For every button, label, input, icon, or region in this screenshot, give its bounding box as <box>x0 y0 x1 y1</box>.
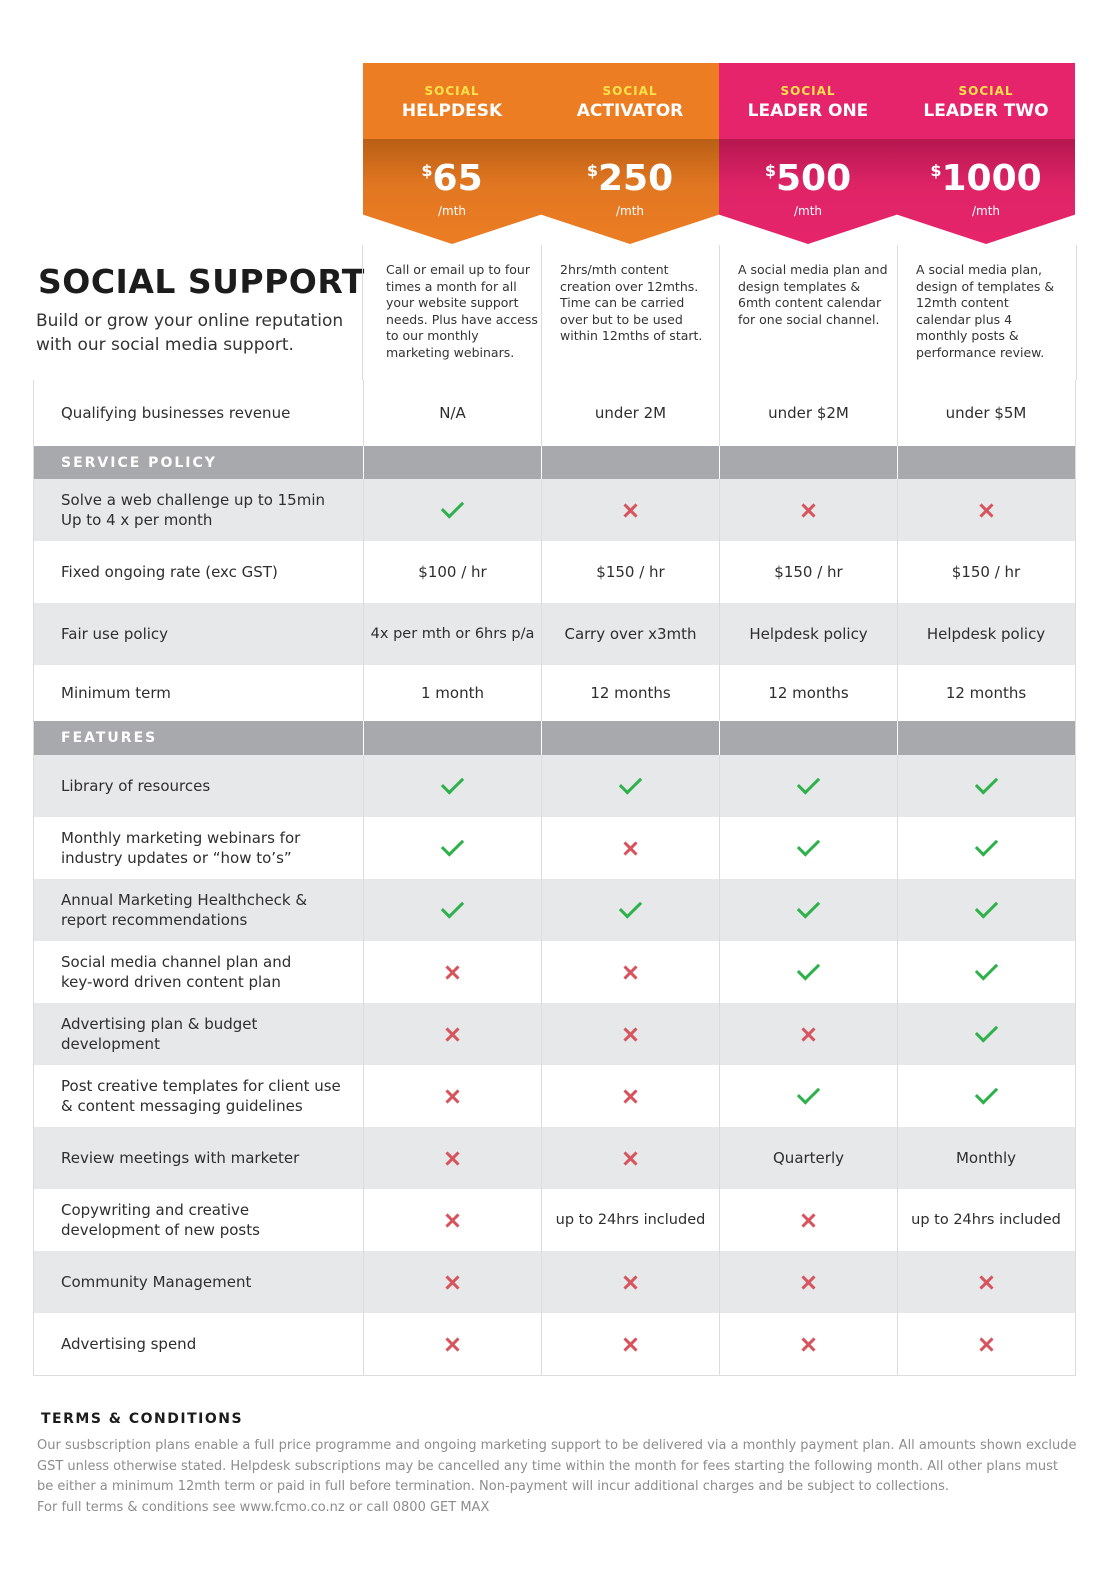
table-row <box>34 479 1075 541</box>
cross-icon <box>623 1089 638 1104</box>
cross-icon <box>979 1275 994 1290</box>
row-value: 1 month <box>421 684 484 702</box>
row-value-cell <box>897 1003 1074 1065</box>
row-value-cell <box>897 941 1074 1003</box>
row-value-cell <box>719 941 897 1003</box>
price-period: /mth <box>971 204 1001 218</box>
row-value-cell <box>719 380 897 446</box>
plan-title-block <box>541 63 719 139</box>
row-label: Community Management <box>61 1273 252 1291</box>
check-icon <box>441 833 464 856</box>
row-value-cell <box>363 1313 541 1375</box>
terms-body: Our susbscription plans enable a full price programme and ongoing marketing support to be delivered via a monthly payment plan. All amounts shown exclude GST unless otherwise stated. Helpdesk subscriptions may be cancelled any time within the month for fees starting the following month. All other plans must be either a minimum 12mth term or paid in full before termination. Non-payment will incur additional charges and be subject to collections. <box>37 1438 1077 1494</box>
row-value-cell <box>363 1003 541 1065</box>
row-value: N/A <box>439 404 466 422</box>
check-icon <box>441 895 464 918</box>
section-header <box>34 446 1075 479</box>
row-label: Qualifying businesses revenue <box>61 404 291 422</box>
cross-icon <box>801 1213 816 1228</box>
table-row <box>34 1003 1075 1065</box>
row-value-cell <box>541 1251 719 1313</box>
row-value: 12 months <box>590 684 671 702</box>
row-value-cell <box>897 879 1074 941</box>
page-subtitle: Build or grow your online reputation with our social media support. <box>36 311 344 355</box>
row-value-cell <box>897 1127 1074 1189</box>
row-value-cell <box>363 1189 541 1251</box>
row-value-cell <box>541 380 719 446</box>
plan-description-text: A social media plan, design of templates & 12mth content calendar plus 4 monthly posts & performance review. <box>916 262 1055 360</box>
row-label: Review meetings with marketer <box>61 1149 300 1167</box>
row-value: 4x per mth or 6hrs p/a <box>370 626 535 642</box>
row-value-cell <box>897 479 1074 541</box>
row-value-cell <box>363 755 541 817</box>
row-value-cell <box>719 1189 897 1251</box>
row-value: Carry over x3mth <box>564 625 697 643</box>
row-value-cell <box>541 665 719 721</box>
row-value: under $5M <box>945 404 1027 422</box>
row-value-cell <box>541 941 719 1003</box>
cross-icon <box>801 1275 816 1290</box>
cross-icon <box>445 1213 460 1228</box>
row-value-cell <box>541 721 719 755</box>
plan-price: $1000 <box>930 158 1042 199</box>
row-value-cell <box>897 1065 1074 1127</box>
comparison-table <box>33 380 1076 1376</box>
row-value-cell <box>541 1313 719 1375</box>
row-value-cell <box>363 879 541 941</box>
row-value-cell <box>719 1065 897 1127</box>
cross-icon <box>801 503 816 518</box>
row-label: Copywriting and creative development of new posts <box>61 1201 260 1239</box>
row-value: under $2M <box>768 404 849 422</box>
row-label: Solve a web challenge up to 15min Up to 4 x per month <box>61 491 326 529</box>
row-label: Minimum term <box>61 684 171 702</box>
row-value-cell <box>897 541 1074 603</box>
row-value-cell <box>719 755 897 817</box>
row-value-cell <box>541 755 719 817</box>
row-value-cell <box>719 879 897 941</box>
row-value-cell <box>541 1127 719 1189</box>
row-value-cell <box>719 1251 897 1313</box>
row-value-cell <box>897 603 1074 665</box>
row-label: Annual Marketing Healthcheck & report recommendations <box>61 891 308 929</box>
terms-contact: For full terms & conditions see www.fcmo.co.nz or call 0800 GET MAX <box>37 1499 490 1515</box>
row-value-cell <box>363 1127 541 1189</box>
row-value: Helpdesk policy <box>749 625 868 643</box>
row-value-cell <box>897 1189 1074 1251</box>
row-value: Monthly <box>955 1149 1017 1167</box>
plan-description-text: Call or email up to four times a month for all your website support needs. Plus have access to our monthly marketing webinars. <box>386 262 538 360</box>
plan-kicker: SOCIAL <box>958 84 1014 98</box>
table-row <box>34 1251 1075 1313</box>
row-label: Advertising plan & budget development <box>61 1015 258 1053</box>
cross-icon <box>623 1337 638 1352</box>
row-value-cell <box>897 817 1074 879</box>
cross-icon <box>445 1275 460 1290</box>
cross-icon <box>979 503 994 518</box>
row-label: Fixed ongoing rate (exc GST) <box>61 563 278 581</box>
row-value-cell <box>541 1003 719 1065</box>
row-value-cell <box>897 721 1074 755</box>
check-icon <box>974 771 997 794</box>
cross-icon <box>445 965 460 980</box>
check-icon <box>974 957 997 980</box>
check-icon <box>619 895 642 918</box>
row-label: Advertising spend <box>61 1335 197 1353</box>
cross-icon <box>445 1151 460 1166</box>
table-row <box>34 380 1075 446</box>
cross-icon <box>979 1337 994 1352</box>
row-value: $150 / hr <box>951 563 1021 581</box>
row-value-cell <box>363 1251 541 1313</box>
row-value: up to 24hrs included <box>911 1212 1061 1228</box>
cross-icon <box>623 965 638 980</box>
plan-price: $65 <box>421 158 483 199</box>
row-value-cell <box>363 541 541 603</box>
table-row <box>34 879 1075 941</box>
section-label: FEATURES <box>61 730 158 746</box>
cross-icon <box>623 1275 638 1290</box>
check-icon <box>619 771 642 794</box>
plan-header-activator <box>541 63 719 244</box>
row-value-cell <box>541 603 719 665</box>
check-icon <box>441 771 464 794</box>
price-period: /mth <box>437 204 467 218</box>
row-value-cell <box>541 879 719 941</box>
check-icon <box>974 1019 997 1042</box>
check-icon <box>797 833 820 856</box>
row-value-cell <box>363 721 541 755</box>
plan-description-leader-two <box>897 245 1077 380</box>
table-row <box>34 541 1075 603</box>
page-title: SOCIAL SUPPORT <box>38 262 365 301</box>
row-value-cell <box>363 603 541 665</box>
row-value-cell <box>719 721 897 755</box>
row-value: $150 / hr <box>596 563 665 581</box>
table-row <box>34 1189 1075 1251</box>
row-label: Fair use policy <box>61 625 169 643</box>
price-period: /mth <box>793 204 823 218</box>
cross-icon <box>445 1089 460 1104</box>
row-value-cell <box>719 817 897 879</box>
row-label: Library of resources <box>61 777 211 795</box>
price-period: /mth <box>615 204 645 218</box>
row-value-cell <box>541 1189 719 1251</box>
table-row <box>34 665 1075 721</box>
row-value-cell <box>363 479 541 541</box>
plan-title-block <box>897 63 1075 139</box>
plan-description-helpdesk <box>362 245 542 380</box>
table-row <box>34 817 1075 879</box>
row-value-cell <box>541 1065 719 1127</box>
row-value-cell <box>897 380 1074 446</box>
cross-icon <box>445 1337 460 1352</box>
plan-price: $500 <box>764 158 852 199</box>
row-value-cell <box>719 1313 897 1375</box>
plan-name: HELPDESK <box>401 101 503 121</box>
row-value: $150 / hr <box>774 563 843 581</box>
check-icon <box>974 1081 997 1104</box>
row-value-cell <box>897 1251 1074 1313</box>
row-value-cell <box>897 446 1074 479</box>
cross-icon <box>623 1151 638 1166</box>
check-icon <box>797 957 820 980</box>
row-value-cell <box>363 941 541 1003</box>
plan-title-block <box>363 63 541 139</box>
row-value-cell <box>363 665 541 721</box>
cross-icon <box>445 1027 460 1042</box>
table-row <box>34 1313 1075 1375</box>
row-value-cell <box>363 446 541 479</box>
cross-icon <box>623 1027 638 1042</box>
row-value-cell <box>719 603 897 665</box>
plan-header-leader-two <box>897 63 1075 244</box>
row-value-cell <box>541 446 719 479</box>
row-value-cell <box>719 665 897 721</box>
terms-heading: TERMS & CONDITIONS <box>41 1411 244 1427</box>
row-value-cell <box>719 541 897 603</box>
row-value: up to 24hrs included <box>555 1212 706 1228</box>
row-label: Monthly marketing webinars for industry updates or “how to’s” <box>61 829 301 867</box>
plan-description-text: A social media plan and design templates & 6mth content calendar for one social channel. <box>738 262 888 327</box>
row-value-cell <box>541 817 719 879</box>
plan-kicker: SOCIAL <box>602 84 658 98</box>
plan-name: LEADER ONE <box>747 101 869 121</box>
row-label: Post creative templates for client use & content messaging guidelines <box>61 1077 341 1115</box>
check-icon <box>797 1081 820 1104</box>
check-icon <box>974 895 997 918</box>
row-value: 12 months <box>945 684 1027 702</box>
row-value-cell <box>541 479 719 541</box>
check-icon <box>797 771 820 794</box>
cross-icon <box>801 1337 816 1352</box>
row-value-cell <box>363 817 541 879</box>
plan-price: $250 <box>586 158 674 199</box>
plan-title-block <box>719 63 897 139</box>
table-row <box>34 941 1075 1003</box>
plan-name: LEADER TWO <box>923 101 1049 121</box>
plan-kicker: SOCIAL <box>780 84 836 98</box>
cross-icon <box>623 841 638 856</box>
row-value-cell <box>363 380 541 446</box>
row-value: 12 months <box>768 684 849 702</box>
row-value-cell <box>897 755 1074 817</box>
check-icon <box>441 495 464 518</box>
plan-description-text: 2hrs/mth content creation over 12mths. Time can be carried over but to be used within 12mths of start. <box>560 262 703 343</box>
row-value-cell <box>719 1003 897 1065</box>
plan-description-activator <box>541 245 720 380</box>
plan-kicker: SOCIAL <box>424 84 480 98</box>
section-header <box>34 721 1075 755</box>
plan-description-leader-one <box>719 245 898 380</box>
row-value: under 2M <box>594 404 667 422</box>
row-value-cell <box>719 479 897 541</box>
row-value-cell <box>897 665 1074 721</box>
cross-icon <box>801 1027 816 1042</box>
cross-icon <box>623 503 638 518</box>
row-value-cell <box>897 1313 1074 1375</box>
table-row <box>34 1127 1075 1189</box>
terms-text <box>37 1436 1077 1518</box>
row-label: Social media channel plan and key-word driven content plan <box>61 953 292 991</box>
row-value: Quarterly <box>773 1149 844 1167</box>
section-label: SERVICE POLICY <box>61 454 217 471</box>
table-row <box>34 1065 1075 1127</box>
check-icon <box>797 895 820 918</box>
table-row <box>34 755 1075 817</box>
row-value-cell <box>719 1127 897 1189</box>
row-value: $100 / hr <box>418 563 487 581</box>
plan-header-helpdesk <box>363 63 541 244</box>
table-row <box>34 603 1075 665</box>
row-value: Helpdesk policy <box>926 625 1046 643</box>
plan-name: ACTIVATOR <box>576 101 684 121</box>
plan-header-leader-one <box>719 63 897 244</box>
row-value-cell <box>541 541 719 603</box>
row-value-cell <box>363 1065 541 1127</box>
check-icon <box>974 833 997 856</box>
row-value-cell <box>719 446 897 479</box>
